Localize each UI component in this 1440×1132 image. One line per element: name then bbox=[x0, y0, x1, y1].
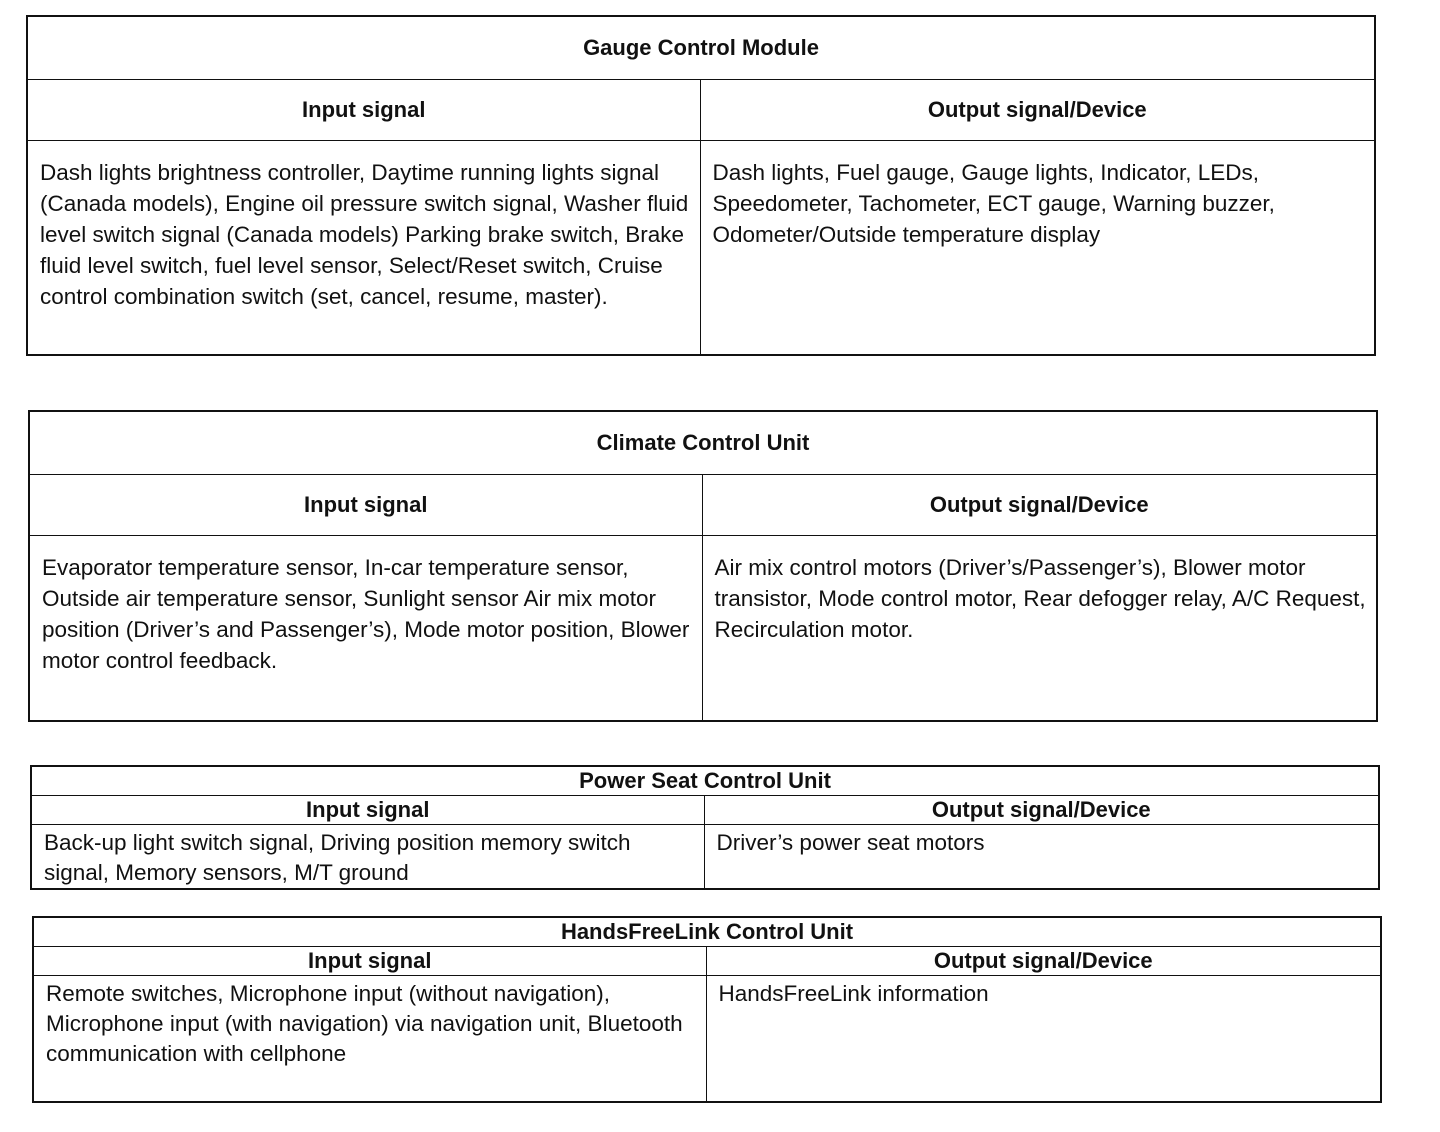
output-signal-header: Output signal/Device bbox=[704, 796, 1379, 825]
table-title: Climate Control Unit bbox=[29, 411, 1377, 475]
input-signal-cell: Dash lights brightness controller, Daytime running lights signal (Canada models), Engine oil pressure switch signal, Washer fluid level switch signal (Canada models) Parking brake switch, Brake fluid level switch, fuel level sensor, Select/Reset switch, Cruise control combination switch (set, cancel, resume, master). bbox=[27, 141, 700, 356]
table-title: Gauge Control Module bbox=[27, 16, 1375, 80]
input-signal-cell: Back-up light switch signal, Driving position memory switch signal, Memory sensors, M/T ground bbox=[31, 825, 704, 890]
input-signal-header: Input signal bbox=[27, 80, 700, 141]
input-signal-header: Input signal bbox=[29, 475, 702, 536]
power-seat-control-unit-table bbox=[30, 765, 1380, 890]
input-signal-header: Input signal bbox=[31, 796, 704, 825]
table-title: HandsFreeLink Control Unit bbox=[33, 917, 1381, 947]
input-signal-cell: Evaporator temperature sensor, In-car temperature sensor, Outside air temperature sensor, Sunlight sensor Air mix motor position (Driver’s and Passenger’s), Mode motor position, Blower motor control feedback. bbox=[29, 536, 702, 722]
output-signal-cell: Air mix control motors (Driver’s/Passenger’s), Blower motor transistor, Mode control motor, Rear defogger relay, A/C Request, Recirculation motor. bbox=[702, 536, 1377, 722]
table-title: Power Seat Control Unit bbox=[31, 766, 1379, 796]
gauge-control-module-table bbox=[26, 15, 1376, 356]
output-signal-cell: Dash lights, Fuel gauge, Gauge lights, Indicator, LEDs, Speedometer, Tachometer, ECT gauge, Warning buzzer, Odometer/Outside temperature display bbox=[700, 141, 1375, 356]
output-signal-cell: HandsFreeLink information bbox=[706, 976, 1381, 1103]
output-signal-header: Output signal/Device bbox=[706, 947, 1381, 976]
handsfreelink-control-unit-table bbox=[32, 916, 1382, 1103]
output-signal-cell: Driver’s power seat motors bbox=[704, 825, 1379, 890]
input-signal-cell: Remote switches, Microphone input (without navigation), Microphone input (with navigation) via navigation unit, Bluetooth communication with cellphone bbox=[33, 976, 706, 1103]
input-signal-header: Input signal bbox=[33, 947, 706, 976]
climate-control-unit-table bbox=[28, 410, 1378, 722]
output-signal-header: Output signal/Device bbox=[702, 475, 1377, 536]
output-signal-header: Output signal/Device bbox=[700, 80, 1375, 141]
